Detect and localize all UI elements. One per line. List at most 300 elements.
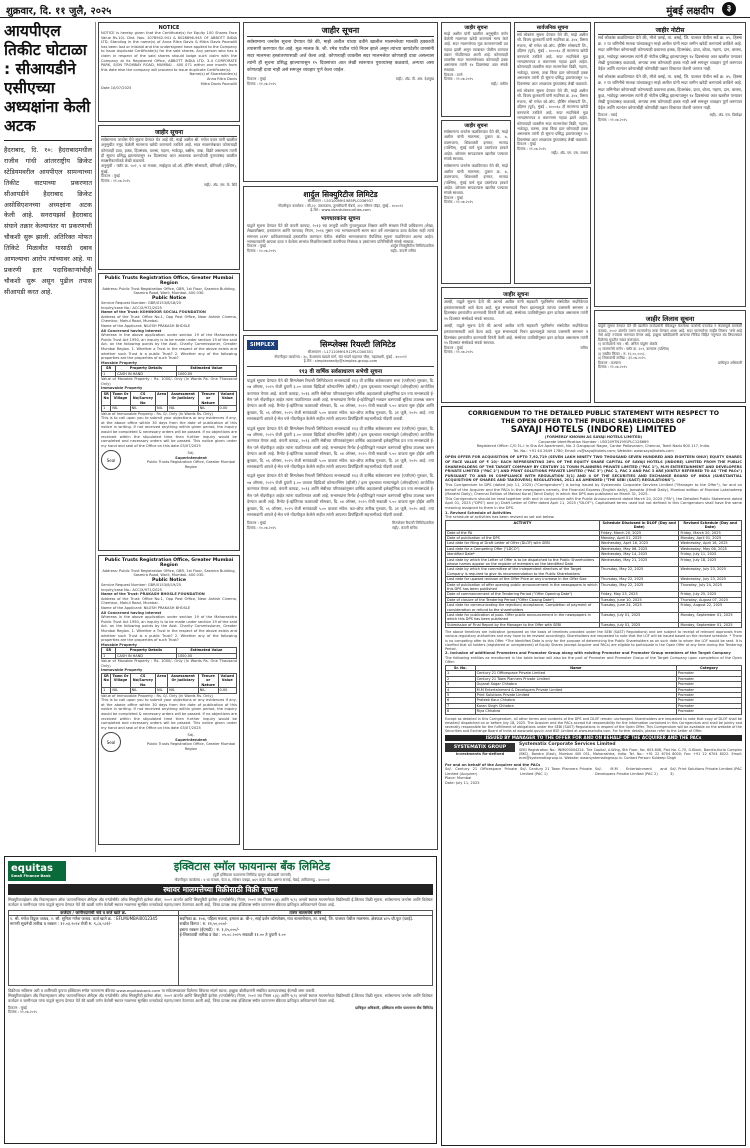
shardul-name: शार्दुल सिक्युरिटीज लिमिटेड [303, 190, 378, 199]
public-notice-3-title: जाहीर सूचना [464, 25, 488, 31]
table-cell: Monday, April 01, 2025 [599, 535, 679, 540]
table-cell: 2 [446, 676, 476, 681]
auction-place: ठिकाण : कल्याण [598, 360, 621, 365]
sarvajanik-body: सर्व लोकांना सूचना देण्यात येते की, माझे अशील श्री. विजय कुलकर्णी यांनी सदनिका क्र. ३०४, तिसरा मजला, श्री गणेश को.ऑप. हौसिंग सोसायटी लि., दहिसर (पूर्व), मुंबई - ४०००६८ ही मालमत्ता खरेदी करण्याचे ठरविले आहे. सदर सदनिकेचे मूळ भागप्रमाणपत्र व करारनामा गहाळ झाले आहेत. कोणत्याही व्यक्तीस सदर मालमत्तेवर विक्री, गहाण, भाडेपट्टा, वारसा, ताबा किंवा इतर कोणताही हक्क असल्यास त्यांनी ही सूचना प्रसिद्ध झाल्यापासून १५ दिवसांच्या आत आवश्यक पुराव्यांसह लेखी कळवावे. [517, 32, 588, 86]
equitas-logo [8, 861, 66, 880]
table-header-cell: Assessment Or Judiciary [168, 391, 199, 405]
table-cell: Friday, August 22, 2025 [679, 603, 742, 613]
table-cell: Prateek Kaur Chhabra [475, 698, 676, 703]
sayaji-corrigendum [441, 406, 746, 1146]
equitas-name: इक्विटास स्मॉल फायनान्स बँक लिमिटेड [173, 860, 331, 873]
table-cell: Identified Date* [446, 552, 600, 557]
sarvajanik-place: ठिकाण : मुंबई [517, 142, 536, 147]
simplex-signatory: सही/- कंपनी सचिव [392, 525, 418, 530]
small-public-notice [441, 120, 511, 284]
table-header-cell: Schedule Disclosed in DLOF (Day and Date) [599, 520, 679, 530]
table-cell: Karan Singh Chhabra [475, 703, 676, 708]
notice-title: NOTICE [158, 25, 180, 31]
table-cell: Promoter [676, 671, 741, 676]
shardul-address: नोंदणीकृत कार्यालय : जी-१२, तळमजला, तुलसीयानी चेंबर्स, २१२ नरिमन पॉइंट, मुंबई - ४०००२१ [277, 203, 404, 208]
equitas-property-cell [178, 916, 432, 986]
table-cell: Wednesday, July 23, 2025 [679, 577, 742, 582]
table-cell: 1 [102, 406, 111, 411]
table-cell: Wednesday, July 23, 2025 [679, 567, 742, 577]
public-notice-1-date: दिनांक : ११.०७.२०२५ [101, 178, 131, 183]
table-cell: M.M Entertainment & Developers Private Limited [475, 687, 676, 692]
sarvajanik-notice [514, 22, 591, 284]
sayaji-date: Date: July 11, 2025 [445, 781, 480, 786]
trust-1-immovable-value: Value of Immovable Property : Rs. 0/- Only (In Words Rs. Only) [101, 411, 213, 416]
trust-1-immovable-table [101, 391, 237, 412]
trust-2-applicant: Name of the Applicant: NILESH PRAKASH BHOSLE [101, 605, 191, 610]
table-cell: 4 [446, 687, 476, 692]
trust-notice-2 [98, 555, 240, 845]
table-header-cell: SR [102, 366, 116, 371]
table-cell: Thursday, July 24, 2025 [679, 582, 742, 592]
column-rule [95, 22, 96, 852]
table-cell: Promoter [676, 676, 741, 681]
shardul-place: ठिकाण : मुंबई [247, 244, 266, 249]
table-header-cell: Revised Schedule (Day and Date) [679, 520, 742, 530]
public-notice-2-signatory: सही/- अ‍ॅड. पी. आर. देशमुख [396, 77, 434, 81]
auction-notice-body: याद्वारे सूचना देण्यात येते की खालील कर्जदारांनी बँकेकडून घेतलेल्या कर्जाची परतफेड न केल्यामुळे सरफेसी कायदा, २००२ अंतर्गत तारण मालमत्तेचा ताबा घेण्यात आला आहे. सदर मालमत्तेचा जाहीर लिलाव 'जसे आहे जेथे आहे' तत्त्वावर करण्यात येणार आहे. इच्छुक खरेदीदारांनी आपल्या निविदा विहित नमुन्यात बंद लिफाफ्यात दिलेल्या मुदतीत सादर कराव्यात. [598, 324, 742, 342]
table-cell: Promoter [676, 687, 741, 692]
sayaji-para-2: This Corrigendum should be read together with and in conjunction with the Public Announcement dated March 20, 2025 ("PA"), the Detailed Public Statement dated April 01, 2025 ("DPS") and (c) Draft Letter of Offer dated April 11, 2025 ("DLOF"). Capitalised terms used but not defined in this Corrigendum shall have the same meaning assigned to them in the DPS. [445, 496, 742, 510]
table-header-cell: Estimated Value [176, 648, 236, 653]
table-cell: Last date for filing of Draft Letter of Offer (DLOF) with SEBI [446, 541, 600, 546]
sayaji-signer: Sd/- Century 21 Officespace Private Limited (Acquirer) [445, 767, 517, 776]
table-cell: Tuesday, June 10, 2025 [599, 597, 679, 602]
table-cell: Promoter [676, 709, 741, 714]
land-notice-title: जाहीर नोटीस [598, 26, 742, 35]
table-cell: 0.00 [218, 406, 236, 411]
masthead-edition: मुंबई लक्षदीप [666, 6, 714, 17]
lead-body: हैदराबाद, दि. १०: हैदराबादमधील राजीव गांधी आंतरराष्ट्रीय क्रिकेट स्टेडियमवरील आयपीएल सामन्याच्या तिकीट वाटपाच्या प्रकरणात सीआयडीने हैदराबाद क्रिकेट असोसिएशनच्या अध्यक्षांना अटक केली आहे. सनरायझर्स हैदराबाद संघाने तक्रार केल्यानंतर या प्रकरणाची चौकशी सुरू झाली. अतिरिक्त मोफत तिकिटे मिळावीत यासाठी दबाव आणल्याचा आरोप त्यांच्यावर आहे. या प्रकरणी इतर पदाधिकाऱ्यांचीही चौकशी सुरू असून पुढील तपास सीआयडी करत आहे. [4, 146, 92, 296]
table-row [446, 582, 742, 592]
trust-1-immovable-label: Immovable Property [101, 386, 143, 391]
trust-2-title: Public Notice [151, 578, 186, 583]
table-cell: Wednesday, May 14, 2025 [599, 552, 679, 557]
table-header-cell: Tenure or Nature [198, 391, 218, 405]
table-cell: 1 [102, 371, 116, 376]
table-cell: 7 [446, 703, 476, 708]
table-header-cell: Category [676, 666, 741, 671]
sayaji-contact: Tel. No.: +91 44 2649 1780; Email: cs@sayajihotels.com; Website: www.sayajihotels.com [513, 448, 674, 453]
sayaji-inclusion-head: 2. Inclusion of additional Promoters and Promoter Group along with existing Promoter and Promoter Group members of the Target Company [445, 651, 731, 656]
equitas-place: ठिकाण : मुंबई [8, 1005, 27, 1010]
equitas-auction: ई-लिलावाची तारीख व वेळ : ०५.०८.२०२५ सकाळी ११.०० ते दुपारी १.०० [179, 932, 286, 938]
promoter-table [445, 665, 742, 715]
sayaji-signer: Sd/- Century 21 Town Planners Private Limited (PAC 1) [520, 767, 592, 776]
equitas-terms: विक्रीच्या सविस्तर अटी व शर्तींसाठी कृपया इक्विटास स्मॉल फायनान्स बँकेच्या www.equitasbank.com या संकेतस्थळावर दिलेल्या लिंकचा संदर्भ घ्यावा. इच्छुक बोलीदारांनी संबंधित कागदपत्रांसह ईएमडी जमा करावी. [8, 988, 316, 993]
trust-1-movable-table [101, 365, 237, 377]
table-cell: Wednesday, May 21, 2025 [599, 557, 679, 567]
small-notice-date: दिनांक : ११.०७.२०२५ [444, 200, 474, 205]
table-cell: 1 [102, 688, 111, 693]
trust-1-seal: Seal [101, 450, 121, 470]
trust-1-inquiry: Inquiry/case No.: ACC/X/972/2025 [101, 305, 162, 310]
sayaji-cin: Corporate Identification Number : U55209TN1991PLC126669 [538, 439, 649, 444]
table-header-cell: कर्जदार / जामीनदारांची नावे व कर्ज खाते क्र. [9, 910, 179, 915]
equitas-borrower-cell [9, 916, 179, 986]
shardul-body: याद्वारे सूचना देण्यात येते की कंपनी कायदा, २०१३ च्या तरतुदी आणि गुंतवणूकदार शिक्षण आणि संरक्षण निधी प्राधिकरण (लेखा, लेखापरीक्षण, हस्तांतरण आणि परतावा) नियम, २०१६ नुसार ज्या भागधारकांनी सलग सात वर्षे लाभांशाचा दावा केलेला नाही त्यांचे समभाग IEPF प्राधिकरणाकडे हस्तांतरित करण्यात येतील. संबंधित भागधारकांना वैयक्तिक सूचना पाठविण्यात आल्या आहेत. भागधारकांनी आपला दावा न केलेला लाभांश मिळविण्यासाठी कंपनीच्या निबंधक व हस्तांतरण प्रतिनिधींशी संपर्क साधावा. [247, 222, 434, 244]
trust-1-applicant: Name of the Applicant: NILESH PRAKASH BHOSLE [101, 323, 191, 328]
table-cell: Promoter [676, 693, 741, 698]
table-cell: Friday, May 23, 2025 [599, 592, 679, 597]
table-cell: CASH IN HAND [116, 371, 177, 376]
table-header-cell: Sr. No. [446, 666, 476, 671]
shardul-cin: सीआयएन : L50100MH1985PLC036937 [307, 199, 374, 203]
shardul-notice [243, 186, 438, 331]
table-cell: Last date for communicating the rejection/ acceptance; Completion of payment of consideration or refund to the shareholders [446, 603, 600, 613]
small-notice-place: ठिकाण : मुंबई [444, 195, 463, 200]
table-cell: NIL [168, 406, 199, 411]
systematix-name: Systematix Corporate Services Limited [519, 742, 616, 748]
notice-signatory-label: Name(s) of Shareholder(s) [189, 72, 237, 77]
table-cell: Last date for a Competing Offer ("LDCO") [446, 546, 600, 551]
table-cell: NIL [198, 688, 218, 693]
sayaji-para-1: This Corrigendum to DPS (dated July 11, 2025) ("Corrigendum") is being issued by Systematix Corporate Services Limited ("Manager to the Offer"), for and on behalf of the Acquirer and the PACs in the newspapers namely, the Financial Express (English daily), Jansatta (Hindi Daily), Mumbai edition of Mumbai Lakshadeep (Marathi Daily), Chennai Edition of Makkal Kural (Tamil Daily) in which the DPS was published on March 31, 2025. [445, 482, 742, 497]
society-notice-title: जाहीर सूचना [444, 290, 588, 299]
table-cell: Promoter [676, 698, 741, 703]
page-number-badge: ३ [722, 2, 736, 16]
table-cell: Thursday, May 22, 2025 [599, 582, 679, 592]
table-cell: Monday, September 01, 2025 [679, 613, 742, 623]
trust-2-movable-value: Value of Movable Property : Rs. 1000/- Only (In Words Rs. One Thousand Only) [101, 659, 237, 668]
trust-1-address: Address: Public Trust Registration Office, GBR, 1st Floor, Sasmira Building, Sasmira Road, Worli, Mumbai- 400 030. [102, 286, 236, 296]
sayaji-issued-by: ISSUED BY MANAGER TO THE OFFER FOR AND ON BEHALF OF THE ACQUIRER AND THE PACs [445, 735, 742, 741]
table-cell: 0.00 [218, 688, 236, 693]
public-notice-1-place: ठिकाण : मुंबई [101, 174, 120, 179]
table-row [446, 603, 742, 613]
equitas-sale-notice [4, 856, 437, 1144]
simplex-sign: सिम्प्लेक्स रियल्टी लिमिटेडकरिता [392, 521, 434, 526]
land-notice-place: ठिकाण : वसई [598, 113, 617, 118]
public-notice-1-signatory: सही/- अ‍ॅड. एस. के. शिंदे [204, 183, 237, 188]
simplex-address: नोंदणीकृत कार्यालय : ३०, केशवराव खाडये मार्ग, संत गाडगे महाराज चौक, महालक्ष्मी, मुंबई - ४०००११ [274, 354, 407, 359]
equitas-reserve: राखीव किंमत : रु. ११,५०,०००/- [179, 921, 228, 927]
table-header-cell: SR No [102, 673, 111, 687]
public-notice-3-place: ठिकाण : ठाणे [444, 72, 463, 77]
society-notice-signatory: सचिव [580, 345, 588, 350]
auction-item: १) कर्जदाराचे नाव : श्री. अनिल पांडुरंग शेळके [598, 342, 658, 347]
simplex-contact: ई-मेल : simplexrealty@simplex-group.com [303, 359, 378, 364]
simplex-date: दिनांक : १०.०७.२०२५ [247, 525, 277, 530]
shardul-date: दिनांक : १०.०७.२०२५ [247, 249, 277, 253]
trust-2-name: Name of the Trust: PRAKASH BHOSLE FOUNDATION [101, 592, 205, 597]
land-notice-body: सर्व लोकांस कळविण्यात येते की, मौजे वसई, ता. वसई, जि. पालघर येथील सर्वे क्र. ४५, हिस्सा क्र. २ या जमिनीचे मालक यांच्याकडून माझे अशील यांनी सदर जमीन खरेदी करण्याचे ठरविले आहे. सदर जमिनीवर कोणाचाही कोणत्याही प्रकारचा हक्क, हितसंबंध, दावा, बोजा, गहाण, दान, वारसा, कुळ, भाडेपट्टा असल्यास त्यांनी ही नोटीस प्रसिद्ध झाल्यापासून १४ दिवसांच्या आत खालील पत्त्यावर लेखी पुराव्यासह कळवावे, अन्यथा तसा कोणताही हक्क नाही असे समजून व्यवहार पूर्ण करण्यात येईल आणि त्यानंतर कोणाचीही कोणतीही तक्रार विचारात घेतली जाणार नाही. [598, 35, 742, 72]
table-cell: Thursday, May 22, 2025 [599, 577, 679, 582]
table-row [446, 709, 742, 714]
table-cell: Print Solutions Private Limited [475, 693, 676, 698]
trust-notice-1 [98, 273, 240, 551]
table-header-cell: Area [156, 673, 168, 687]
simplex-place: ठिकाण : मुंबई [247, 521, 266, 526]
table-cell: Tuesday, July 01, 2025 [599, 613, 679, 623]
sayaji-closing: Except as detailed in this Corrigendum, all other terms and contents of the DPS and DLOF remain unchanged. Shareholders are requested to note that copy of DLOF shall be emailed/ dispatched on or before July 18, 2025. The Acquirer and the PACs accept full responsibility for the information contained in this Corrigendum and shall be jointly and severally responsible for the fulfillment of obligations under the SEBI (SAST) Regulations in respect of the Open Offer. This Corrigendum will be available on the website of the Securities and Exchange Board of India at www.sebi.gov.in and BSE Limited at www.bseindia.com. For further details, please refer to the Letter of Offer. [445, 716, 742, 734]
trust-2-immovable-label: Immovable Property [101, 668, 143, 673]
trust-2-movable-table [101, 647, 237, 659]
equitas-date: दिनांक : ११.०७.२०२५ [8, 1010, 38, 1015]
sayaji-signer: Sd/- Print Solutions Private Limited (PAC 3) [670, 767, 742, 776]
lead-story [4, 22, 92, 852]
public-notice-3-date: दिनांक : ११.०७.२०२५ [444, 77, 474, 82]
table-cell: 8 [446, 709, 476, 714]
public-notice-1 [98, 125, 240, 270]
trust-2-seal: Seal [101, 732, 121, 752]
sayaji-reg-office: Registered Office: C/O F.L.I In Sha Art Apartment, No. 2 Gangapuri Nagar, Cantor Pallavaram, Chennai, Tamil Nadu 600 117, India. [476, 444, 711, 449]
auction-item: २) मालमत्तेचे वर्णन : फ्लॅट क्र. २०२, कल्याण (पश्चिम) [598, 346, 670, 351]
table-cell: Last date for publication of post- Offer public announcement in the newspapers in which this DPS has been published [446, 613, 600, 623]
notice-signatory-1: Anna Ritra Davis [206, 76, 237, 81]
table-cell: Date of publication of offer opening public announcement in the newspapers in which this DPS has been published [447, 582, 598, 591]
trust-1-concerned: All Concerned having interest [101, 328, 162, 333]
table-cell: NIL [130, 688, 155, 693]
public-notice-2-body: सर्वसामान्य जनतेस सूचना देण्यात येते की, माझे अशील यांच्या वतीने खालील मालमत्तेच्या मालकी हक्काची तपासणी करण्यात येत आहे. मूळ मालक कै. श्री. रमेश पाटील यांचे निधन झाले असून त्यांच्या कायदेशीर वारसांनी सदर मालमत्ता हस्तांतरणासाठी अर्ज केला आहे. कोणत्याही व्यक्तीस सदर मालमत्तेवर कोणताही दावा असल्यास त्यांनी ही सूचना प्रसिद्ध झाल्यापासून १५ दिवसांच्या आत लेखी स्वरूपात पुराव्यांसह कळवावे, अन्यथा असा कोणताही दावा नाही असे समजून व्यवहार पूर्ण केला जाईल. [247, 40, 434, 73]
trust-2-immovable-table [101, 673, 237, 694]
masthead-date: शुक्रवार, दि. ११ जुलै, २०२५ [6, 6, 112, 17]
equitas-demand: मागणी सूचनेची तारीख व रक्कम : १२.०३.२०२४ रोजी रु. ९,८४,५२१/- [10, 921, 112, 927]
equitas-logo-text: equitas [11, 863, 53, 875]
table-header-cell: SR No [102, 391, 111, 405]
table-header-cell: Assessment Or Judiciary [168, 673, 199, 687]
auction-notice [594, 310, 746, 403]
shardul-web: ई-मेल : www.shardulsecurities.com [310, 208, 371, 213]
table-row [446, 567, 742, 577]
systematix-logo: SYSTEMATIX GROUP [445, 743, 515, 752]
public-notice-2-date: दिनांक : ११.०७.२०२५ [247, 81, 277, 86]
equitas-table [8, 910, 433, 986]
table-cell: Wednesday, May 06, 2025 [599, 546, 679, 551]
public-notice-3-signatory: सही/- वकील [490, 81, 508, 86]
table-cell: 3 [446, 682, 476, 687]
trust-2-inquiry: Inquiry/case No.: ACC/X/971/2025 [101, 587, 162, 592]
equitas-logo-sub: Small Finance Bank [11, 874, 51, 879]
equitas-address: नोंदणीकृत कार्यालय : ४ था मजला, फेज II, स्पेन्सर प्लाझा, ७६९ माउंट रोड, अण्णा सलाई, चेन्नई, तामिळनाडू - ६००००२ [174, 877, 330, 882]
table-header-cell: CS No/Survey No [130, 391, 155, 405]
society-notice-date: दिनांक : ११.०७.२०२५ [444, 350, 474, 355]
sarvajanik-signatory: सही/- अ‍ॅड. एम. एस. जाधव [551, 151, 588, 156]
table-cell: Friday, March 20, 2025 [679, 530, 742, 535]
table-cell: NIL [111, 406, 130, 411]
table-cell: Promoter [676, 682, 741, 687]
sayaji-title-1: CORRIGENDUM TO THE DETAILED PUBLIC STATEMENT WITH RESPECT TO [467, 410, 720, 417]
trust-2-service: Service Request Number: GBR/0153/8/19/25 [101, 583, 182, 587]
trust-1-movable-label: Movable Property [101, 360, 138, 365]
table-header-cell: Valued Value [218, 673, 236, 687]
trust-2-address: Address: Public Trust Registration Office, GBR, 1st Floor, Sasmira Building, Sasmira Road, Worli, Mumbai- 400 030. [102, 568, 236, 578]
public-notice-3 [441, 22, 511, 117]
table-cell: Date of closure of the Tendering Period ("Offer Closing Date") [446, 597, 600, 602]
table-header-cell: ACTIVITY [446, 520, 600, 530]
trust-1-footer: This is to call upon you to submit your objections or any evidences if any, at the above office within 30 days from the date of publication of this notice in writing. If not received anything within given period, the inquiry would be completed & necessary orders will be passed. If no objections are received within the stipulated time then further inquiry would be completed and necessary orders will be passed. This notice given under my hand and seal of the Office on this date 03/07/2025 [101, 416, 237, 448]
table-cell: Last date by which the committee of the independent directors of the Target Company is required to give its recommendation to the Public Shareholders [446, 567, 600, 577]
simplex-logo: SIMPLEX [247, 340, 278, 350]
shardul-sign: शार्दुल सिक्युरिटीज लिमिटेडकरिता [390, 244, 434, 249]
land-notice [594, 22, 746, 307]
table-cell: Wednesday, April 16, 2025 [679, 541, 742, 546]
society-notice-place: ठिकाण : मुंबई [444, 345, 463, 350]
sayaji-offer-text: OPEN OFFER FOR ACQUISITION OF UPTO 7,92,719 (SEVEN LAKH NINETY TWO THOUSAND SEVEN HUNDRED AND EIGHTEEN ONLY) EQUITY SHARES OF FACE VALUE OF ₹ 10/- EACH REPRESENTING 26% OF THE EQUITY SHARE CAPITAL OF SAYAJI HOTELS (INDORE) LIMITED FROM THE PUBLIC SHAREHOLDERS OF THE TARGET COMPANY BY CENTURY 21 TOWN PLANNERS PRIVATE LIMITED ("PAC 1"), M.M ENTERTAINMENT AND DEVELOPERS PRIVATE LIMITED ("PAC 2") AND PRINT SOLUTIONS PRIVATE LIMITED ("PAC 3") (PAC 1, PAC 2 AND PAC 3 ARE JOINTLY REFERRED TO AS "THE PACs") PURSUANT TO AND IN COMPLIANCE WITH REGULATION 3(1) AND 4 OF THE SECURITIES AND EXCHANGE BOARD OF INDIA (SUBSTANTIAL ACQUISITION OF SHARES AND TAKEOVERS) REGULATIONS, 2011 AS AMENDED ("THE SEBI (SAST) REGULATIONS"). [445, 455, 742, 483]
sayaji-for-line: For and on behalf of the Acquirer and the PACs [445, 762, 541, 767]
table-cell: 1 [102, 653, 116, 658]
table-header-cell: Town Or Village [111, 673, 130, 687]
simplex-body-repeat-2: याद्वारे सूचना देण्यात येते की सिम्प्लेक्स रियल्टी लिमिटेडच्या सभासदांची ११३ वी वार्षिक सर्वसाधारण सभा (एजीएम) गुरुवार, दि. ०७ ऑगस्ट, २०२५ रोजी दुपारी ३.०० वाजता व्हिडिओ कॉन्फरन्सिंग (व्हीसी) / इतर दृकश्राव्य माध्यमांद्वारे (ओएव्हीएम) आयोजित करण्यात येणार आहे. कंपनी कायदा, २०१३ आणि सेबीच्या परिपत्रकांनुसार वार्षिक अहवालाची इलेक्ट्रॉनिक प्रत ज्या सभासदांचे ई-मेल पत्ते नोंदणीकृत आहेत त्यांना पाठविण्यात आली आहे. सभासदांना रिमोट ई-व्होटिंगद्वारे मतदान करण्याची सुविधा उपलब्ध करून देण्यात आली आहे. रिमोट ई-व्होटिंगचा कालावधी सोमवार, दि. ०४ ऑगस्ट, २०२५ रोजी सकाळी ९.०० वाजता सुरू होईल आणि बुधवार, दि. ०६ ऑगस्ट, २०२५ रोजी सायंकाळी ५.०० वाजता संपेल. कट-ऑफ तारीख गुरुवार, दि. ३१ जुलै, २०२५ आहे. ज्या सभासदांनी आपले ई-मेल पत्ते नोंदणीकृत केलेले नाहीत त्यांनी आपल्या डिपॉझिटरी सहभागीकडे नोंदणी करावी. [247, 473, 434, 517]
table-header-cell: CS No/Survey No [130, 673, 155, 687]
trust-2-trust-address: Address of the Trust: Office No.1, Opp Post Office, Near Ashish Cinema, Chembur, Mahul Road, Mumbai. [101, 596, 237, 606]
equitas-borrower: १. श्री. गणेश विठ्ठल जाधव, २. सौ. सुनिता गणेश जाधव. कर्ज खाते क्र. : EFLMUMBAI0012345 [10, 916, 158, 921]
table-cell: Promoter [676, 703, 741, 708]
table-header-cell: Name [475, 666, 676, 671]
trust-1-body: Whereas in the above application under section 19 of the Maharashtra Public Trust Act 1950, an inquiry is to be made under section 19 of the said Act. on the following points by the Asst. Charity Commissioner, Greater Mumbai Region. 1. Whether a Trust in the respect of the above exists and whether such Trust is a public Trust? 2. Whether any of the following properties are the properties of such Trust? [101, 333, 237, 361]
simplex-notice [243, 335, 438, 850]
trust-2-immovable-value: Value of Immovable Property : Rs. 0/- Only (In Words Rs. Only) [101, 693, 213, 698]
page-masthead [0, 0, 750, 18]
simplex-name: सिम्प्लेक्स रियल्टी लिमिटेड [319, 340, 396, 349]
trust-1-sign-1: Sd/- [187, 451, 195, 456]
sayaji-revised-intro: The schedule of activities has been revised as set out below: [445, 515, 555, 520]
auction-item: ४) लिलावाची तारीख : ३१.०७.२०२५ [598, 356, 646, 361]
trust-1-trust-address: Address of the Trust: Office No.1, Opp Post Office, Near Ashish Cinema, Chembur, Mahul Road, Mumbai. [101, 314, 237, 324]
simplex-body: याद्वारे सूचना देण्यात येते की सिम्प्लेक्स रियल्टी लिमिटेडच्या सभासदांची ११३ वी वार्षिक सर्वसाधारण सभा (एजीएम) गुरुवार, दि. ०७ ऑगस्ट, २०२५ रोजी दुपारी ३.०० वाजता व्हिडिओ कॉन्फरन्सिंग (व्हीसी) / इतर दृकश्राव्य माध्यमांद्वारे (ओएव्हीएम) आयोजित करण्यात येणार आहे. कंपनी कायदा, २०१३ आणि सेबीच्या परिपत्रकांनुसार वार्षिक अहवालाची इलेक्ट्रॉनिक प्रत ज्या सभासदांचे ई-मेल पत्ते नोंदणीकृत आहेत त्यांना पाठविण्यात आली आहे. सभासदांना रिमोट ई-व्होटिंगद्वारे मतदान करण्याची सुविधा उपलब्ध करून देण्यात आली आहे. रिमोट ई-व्होटिंगचा कालावधी सोमवार, दि. ०४ ऑगस्ट, २०२५ रोजी सकाळी ९.०० वाजता सुरू होईल आणि बुधवार, दि. ०६ ऑगस्ट, २०२५ रोजी सायंकाळी ५.०० वाजता संपेल. कट-ऑफ तारीख गुरुवार, दि. ३१ जुलै, २०२५ आहे. ज्या सभासदांनी आपले ई-मेल पत्ते नोंदणीकृत केलेले नाहीत त्यांनी आपल्या डिपॉझिटरी सहभागीकडे नोंदणी करावी. [247, 377, 434, 422]
public-notice-1-body: सर्वसामान्य जनतेस येथे सूचना देण्यात येत आहे की, माझे अशील श्री. गणेश पवार यांनी खालील अनुसूचीत नमूद केलेली मालमत्ता खरेदी करण्याचे ठरविले आहे. सदर मालमत्तेबाबत कोणाचाही कोणताही दावा, हक्क, हितसंबंध, वारसा, गहाण, भाडेपट्टा, बक्षीस, ताबा, विक्री असल्यास त्यांनी ही सूचना प्रसिद्ध झाल्यापासून १४ दिवसांच्या आत आवश्यक कागदोपत्री पुराव्यांसह खालील स्वाक्षरीकर्त्याकडे लेखी कळवावे. [101, 137, 237, 164]
public-notice-2 [243, 22, 438, 182]
table-cell: NIL [168, 688, 199, 693]
table-cell: Monday, September 01, 2025 [679, 622, 742, 627]
trust-1-office: Public Trusts Registration Office, Greater Mumbai Region [104, 276, 234, 287]
table-cell: Riya Chhabra [475, 709, 676, 714]
table-cell: NIL [156, 406, 168, 411]
table-cell: Thursday, August 07, 2025 [679, 597, 742, 602]
table-cell: 1000.00 [176, 371, 236, 376]
society-notice-body-repeat: आम्ही, याद्वारे सूचना देतो की आमचे अशील यांनी सहकारी गृहनिर्माण संस्थेतील सदनिकेच्या हस्तांतरणासाठी अर्ज केला आहे. मूळ सभासदाचे निधन झाल्यामुळे त्यांच्या वारसांनी समभाग व हितसंबंध हस्तांतरित करण्याची विनंती केली आहे. संस्थेच्या उपविधीनुसार इतर दावेदार असल्यास त्यांनी १५ दिवसांत संस्थेकडे संपर्क साधावा. [444, 323, 588, 346]
lost-share-notice [98, 22, 240, 122]
trust-2-sign-1: Sd/- [187, 733, 195, 738]
public-notice-2-place: ठिकाण : मुंबई [247, 77, 266, 81]
schedule-table [445, 520, 742, 629]
table-cell: NIL [111, 688, 130, 693]
equitas-intro: सिक्युरिटायझेशन अँड रिकन्स्ट्रक्शन ऑफ फायनान्शियल ॲसेट्स अँड एन्फोर्समेंट ऑफ सिक्युरिटी इंटरेस्ट ॲक्ट, २००२ अंतर्गत आणि सिक्युरिटी इंटरेस्ट (एन्फोर्समेंट) नियम, २००२ च्या नियम ८(६) आणि ९(१) अन्वये स्थावर मालमत्तेच्या विक्रीसाठी ई-लिलाव विक्री सूचना. सर्वसामान्य जनतेस आणि विशेषतः कर्जदार व जामीनदार यांना याद्वारे सूचना देण्यात येते की खाली वर्णन केलेली स्थावर मालमत्ता सुरक्षित धनकोकडे गहाण/तारण ठेवण्यात आली आहे, जिचा प्रत्यक्ष ताबा इक्विटास स्मॉल फायनान्स बँकेच्या प्राधिकृत अधिकाऱ्याने घेतला आहे. [8, 897, 433, 908]
table-cell: Last date by which the Letter of Offer is to be dispatched to the Public Shareholders whose names appear on the register of members on the Identified Date [446, 557, 600, 567]
table-header-cell: Area [156, 391, 168, 405]
table-cell: Friday, July 11, 2025 [679, 552, 742, 557]
trust-1-service: Service Request Number: GBR/0153/8/18/25 [101, 301, 182, 305]
simplex-body-repeat: याद्वारे सूचना देण्यात येते की सिम्प्लेक्स रियल्टी लिमिटेडच्या सभासदांची ११३ वी वार्षिक सर्वसाधारण सभा (एजीएम) गुरुवार, दि. ०७ ऑगस्ट, २०२५ रोजी दुपारी ३.०० वाजता व्हिडिओ कॉन्फरन्सिंग (व्हीसी) / इतर दृकश्राव्य माध्यमांद्वारे (ओएव्हीएम) आयोजित करण्यात येणार आहे. कंपनी कायदा, २०१३ आणि सेबीच्या परिपत्रकांनुसार वार्षिक अहवालाची इलेक्ट्रॉनिक प्रत ज्या सभासदांचे ई-मेल पत्ते नोंदणीकृत आहेत त्यांना पाठविण्यात आली आहे. सभासदांना रिमोट ई-व्होटिंगद्वारे मतदान करण्याची सुविधा उपलब्ध करून देण्यात आली आहे. रिमोट ई-व्होटिंगचा कालावधी सोमवार, दि. ०४ ऑगस्ट, २०२५ रोजी सकाळी ९.०० वाजता सुरू होईल आणि बुधवार, दि. ०६ ऑगस्ट, २०२५ रोजी सायंकाळी ५.०० वाजता संपेल. कट-ऑफ तारीख गुरुवार, दि. ३१ जुलै, २०२५ आहे. ज्या सभासदांनी आपले ई-मेल पत्ते नोंदणीकृत केलेले नाहीत त्यांनी आपल्या डिपॉझिटरी सहभागीकडे नोंदणी करावी. [247, 425, 434, 470]
table-cell: Submission of Final Report by the Manager to the Offer with SEBI [446, 622, 600, 627]
public-notice-1-schedule: अनुसूची : फ्लॅट क्र. ५०२, ५ वा मजला, साईकृपा को.ऑ. हौसिंग सोसायटी, बोरिवली (पश्चिम), मुंबई. [101, 163, 237, 174]
trust-2-sign-2: Superintendent [175, 737, 207, 742]
table-header-cell: Property Details [116, 648, 177, 653]
table-cell: Gujarat Sagar Chhabra [475, 682, 676, 687]
table-cell: Tuesday, July 01, 2025 [599, 622, 679, 627]
table-cell: Century 21 Officespace Private Limited [475, 671, 676, 676]
equitas-banner: स्थावर मालमत्तेच्या विक्रीसाठी विक्री सूचना [8, 884, 433, 895]
auction-date: दिनांक : ११.०७.२०२५ [598, 365, 628, 370]
table-cell: Last date for upward revision of the Offer Price or any increase in the Offer Size [446, 577, 600, 582]
table-cell: Tuesday, June 24, 2025 [599, 603, 679, 613]
table-cell: Friday, July 18, 2025 [679, 557, 742, 567]
equitas-name-sub: (पूर्वी इक्विटास फायनान्स लिमिटेड म्हणून ओळखली जाणारी) [212, 873, 292, 877]
sarvajanik-title: सार्वजनिक सूचना [517, 25, 588, 32]
sayaji-company: SAYAJI HOTELS (INDORE) LIMITED [510, 425, 677, 435]
table-cell: NIL [156, 688, 168, 693]
table-cell: 6 [446, 698, 476, 703]
public-notice-1-title: जाहीर सूचना [101, 128, 237, 137]
trust-2-movable-label: Movable Property [101, 642, 138, 647]
table-row [446, 557, 742, 567]
small-notice-body: सर्वसामान्य जनतेस कळविण्यात येते की, माझे अशील यांची मालमत्ता, दुकान क्र. ७, तळमजला, शिवशक्ती इमारत, मालाड (पश्चिम), मुंबई याचे मूळ दस्तऐवज हरवले आहेत. कोणास सापडल्यास खालील पत्त्यावर संपर्क साधावा. [444, 129, 508, 162]
trust-1-sign-2: Superintendent [175, 455, 207, 460]
sarvajanik-body-repeat: सर्व लोकांना सूचना देण्यात येते की, माझे अशील श्री. विजय कुलकर्णी यांनी सदनिका क्र. ३०४, तिसरा मजला, श्री गणेश को.ऑप. हौसिंग सोसायटी लि., दहिसर (पूर्व), मुंबई - ४०००६८ ही मालमत्ता खरेदी करण्याचे ठरविले आहे. सदर सदनिकेचे मूळ भागप्रमाणपत्र व करारनामा गहाळ झाले आहेत. कोणत्याही व्यक्तीस सदर मालमत्तेवर विक्री, गहाण, भाडेपट्टा, वारसा, ताबा किंवा इतर कोणताही हक्क असल्यास त्यांनी ही सूचना प्रसिद्ध झाल्यापासून १५ दिवसांच्या आत आवश्यक पुराव्यांसह लेखी कळवावे. [517, 88, 588, 142]
sayaji-formerly: (FORMERLY KNOWN AS SAYAJI HOTELS LIMITED) [544, 435, 643, 439]
sayaji-place: Place: Mumbai [445, 776, 472, 781]
trust-1-movable-value: Value of Movable Property : Rs. 1000/- Only (In Words Rs. One Thousand Only) [101, 377, 237, 386]
table-cell: Date of publication of the DPS [446, 535, 600, 540]
table-cell: Friday, July 25, 2025 [679, 592, 742, 597]
shardul-title: भागधारकांना सूचना [320, 215, 361, 222]
small-notice-title: जाहीर सूचना [464, 123, 488, 129]
notice-date: Date 10/07/2025 [101, 86, 132, 91]
systematix-details: SEBI Registration No.: INM000004224. The Capital, A-Wing, 6th Floor, No. 603-606, Plot No. C-70, G-Block, Bandra-Kurla Complex (BKC), Bandra (East), Mumbai 400 051, Maharashtra, India. Tel. No.: +91 22 6704 8000; Fax: +91 22 6704 8022. Email: ecm@systematixgroup.in. Website: www.systematixgroup.in. Contact Person: Kuldeep Singh [519, 748, 742, 761]
table-cell: Wednesday, May 06, 2025 [679, 546, 742, 551]
table-cell: NIL [130, 406, 155, 411]
table-cell: Monday, April 01, 2025 [679, 535, 742, 540]
notice-signatory-2: Mitra Davis Poonolill [200, 81, 237, 86]
sarvajanik-date: दिनांक : ११.०७.२०२५ [517, 146, 547, 151]
table-row [446, 613, 742, 623]
trust-2-office: Public Trusts Registration Office, Greater Mumbai Region [104, 558, 234, 569]
sayaji-title-2: THE OPEN OFFER TO THE PUBLIC SHAREHOLDERS OF [501, 417, 686, 425]
table-cell: Thursday, May 22, 2025 [599, 567, 679, 577]
land-notice-body-repeat: सर्व लोकांस कळविण्यात येते की, मौजे वसई, ता. वसई, जि. पालघर येथील सर्वे क्र. ४५, हिस्सा क्र. २ या जमिनीचे मालक यांच्याकडून माझे अशील यांनी सदर जमीन खरेदी करण्याचे ठरविले आहे. सदर जमिनीवर कोणाचाही कोणत्याही प्रकारचा हक्क, हितसंबंध, दावा, बोजा, गहाण, दान, वारसा, कुळ, भाडेपट्टा असल्यास त्यांनी ही नोटीस प्रसिद्ध झाल्यापासून १४ दिवसांच्या आत खालील पत्त्यावर लेखी पुराव्यासह कळवावे, अन्यथा तसा कोणताही हक्क नाही असे समजून व्यवहार पूर्ण करण्यात येईल आणि त्यानंतर कोणाचीही कोणतीही तक्रार विचारात घेतली जाणार नाही. [598, 74, 742, 111]
shardul-signatory: सही/- कंपनी सचिव [390, 249, 416, 253]
table-cell: Date of the PA [446, 530, 600, 535]
table-cell: 5 [446, 693, 476, 698]
table-cell: Century 21 Town Planners Private Limited [475, 676, 676, 681]
table-header-cell: Property Details [116, 366, 177, 371]
table-cell: Date of commencement of the Tendering Period ("Offer Opening Date") [446, 592, 600, 597]
sayaji-signer: Sd/- M.M Entertainment and Developers Private Limited (PAC 2) [595, 767, 667, 776]
public-notice-3-body: माझे अशील यांनी खालील अनुसूचीत वर्णन केलेली मालमत्ता खरेदी करण्याचे मान्य केले आहे. सदर मालमत्तेच्या मूळ करारनाम्याची प्रत गहाळ झाली असून त्याबाबत पोलीस ठाण्यात तक्रार नोंदविण्यात आली आहे. कोणत्याही व्यक्तीस सदर मालमत्तेबाबत कोणताही हक्क असल्यास त्यांनी १४ दिवसांच्या आत संपर्क साधावा. [444, 31, 508, 73]
trust-1-title: Public Notice [151, 296, 186, 301]
table-cell: 1 [446, 671, 476, 676]
trust-1-name: Name of the Trust: KOHINOOR SOCIAL FOUNDATION [101, 310, 206, 315]
systematix-tagline: Investments Re-defined [455, 752, 505, 757]
sayaji-notes: The above timelines are indicative (prepared on the basis of timelines provided under the SEBI (SAST) Regulations) and are subject to receipt of relevant approvals from various regulatory authorities and may have to be revised accordingly. Shareholders are requested to note that the LOF will be issued based on the revised schedule. * There is no competing offer to this Offer. *The Identified Date is only for the purpose of determining the Public Shareholders as on such date to whom the LOF would be sent. It is clarified that all holders (registered or unregistered) of Equity Shares (except Acquirer and PACs) are eligible to participate in the Open Offer at any time during the Tendering Period. [445, 630, 742, 652]
table-header-cell: Tenure or Nature [198, 673, 218, 687]
trust-2-body: Whereas in the above application under section 19 of the Maharashtra Public Trust Act 1950, an inquiry is to be made under section 19 of the said Act. on the following points by the Asst. Charity Commissioner, Greater Mumbai Region. 1. Whether a Trust in the respect of the above exists and whether such Trust is a public Trust? 2. Whether any of the following properties are the properties of such Trust? [101, 615, 237, 643]
auction-item: ३) राखीव किंमत : रु. १२,००,०००/- [598, 351, 646, 356]
sayaji-revised-head: 1. Revised Schedule of Activities [445, 510, 512, 515]
equitas-property: सदनिका क्र. १०४, पहिला मजला, इमारत क्र. बी-२, साई दर्शन कॉम्प्लेक्स, गाव नालासोपारा, ता. वसई, जि. पालघर येथील मालमत्ता. क्षेत्रफळ ४२५ चौ.फूट (चटई). [179, 916, 414, 921]
auction-signatory: प्राधिकृत अधिकारी [717, 360, 742, 365]
trust-2-footer: This is to call upon you to submit your objections or any evidences if any, at the above office within 30 days from the date of publication of this notice in writing. If not received anything within given period, the inquiry would be completed & necessary orders will be passed. If no objections are received within the stipulated time then further inquiry would be completed and necessary orders will be passed. This notice given under my hand and seal of the Office on this date 03/07/2025 [101, 698, 237, 730]
table-cell: Wednesday, April 16, 2025 [599, 541, 679, 546]
small-notice-body-repeat: सर्वसामान्य जनतेस कळविण्यात येते की, माझे अशील यांची मालमत्ता, दुकान क्र. ७, तळमजला, शिवशक्ती इमारत, मालाड (पश्चिम), मुंबई याचे मूळ दस्तऐवज हरवले आहेत. कोणास सापडल्यास खालील पत्त्यावर संपर्क साधावा. [444, 163, 508, 196]
trust-2-concerned: All Concerned having interest [101, 610, 162, 615]
notice-body: NOTICE is hereby given that the Certificate(s) for Equity 100 Shares Face Value Rs.10/- Dist. Nos. 1078942-941 & 8026896-945 OF ABBOTT INDIA LTD. Standing in the name(s) of Anna Ritra Davis & Mitra Davis Poonolill has been lost or mislaid and the undersigned have applied to the Company to issue duplicate Certificate(s) for the said shares. Any person who has a claim in respect of the said shares should lodge such claim with the Company at its Registered Office, ABBOTT INDIA LTD. 3-4 CORPORATE PARK, SION TROMBAY ROAD, MUMBAI - 400 071 within one month from this date else the company will proceed to issue duplicate Certificate(s). [101, 31, 237, 72]
society-notice-body: आम्ही, याद्वारे सूचना देतो की आमचे अशील यांनी सहकारी गृहनिर्माण संस्थेतील सदनिकेच्या हस्तांतरणासाठी अर्ज केला आहे. मूळ सभासदाचे निधन झाल्यामुळे त्यांच्या वारसांनी समभाग व हितसंबंध हस्तांतरित करण्याची विनंती केली आहे. संस्थेच्या उपविधीनुसार इतर दावेदार असल्यास त्यांनी १५ दिवसांत संस्थेकडे संपर्क साधावा. [444, 299, 588, 321]
trust-2-sign-3: Public Trusts Registration Office, Greater Mumbai Region [146, 742, 236, 751]
lead-headline: आयपीएल तिकीट घोटाळा : सीआयडीने एसीएच्या अध्यक्षांना केली अटक [4, 22, 91, 135]
land-notice-signatory: सही/- अ‍ॅड. एस. डिसोझा [709, 113, 742, 118]
table-cell: CASH IN HAND [116, 653, 177, 658]
table-cell: Friday, March 20, 2025 [599, 530, 679, 535]
table-header-cell: SR [102, 648, 116, 653]
equitas-signatory: प्राधिकृत अधिकारी, इक्विटास स्मॉल फायनान्स बँक लिमिटेड [355, 1005, 433, 1010]
simplex-cin: सीआयएन : L17110MH1912PLC000351 [307, 350, 374, 354]
table-cell: NIL [198, 406, 218, 411]
